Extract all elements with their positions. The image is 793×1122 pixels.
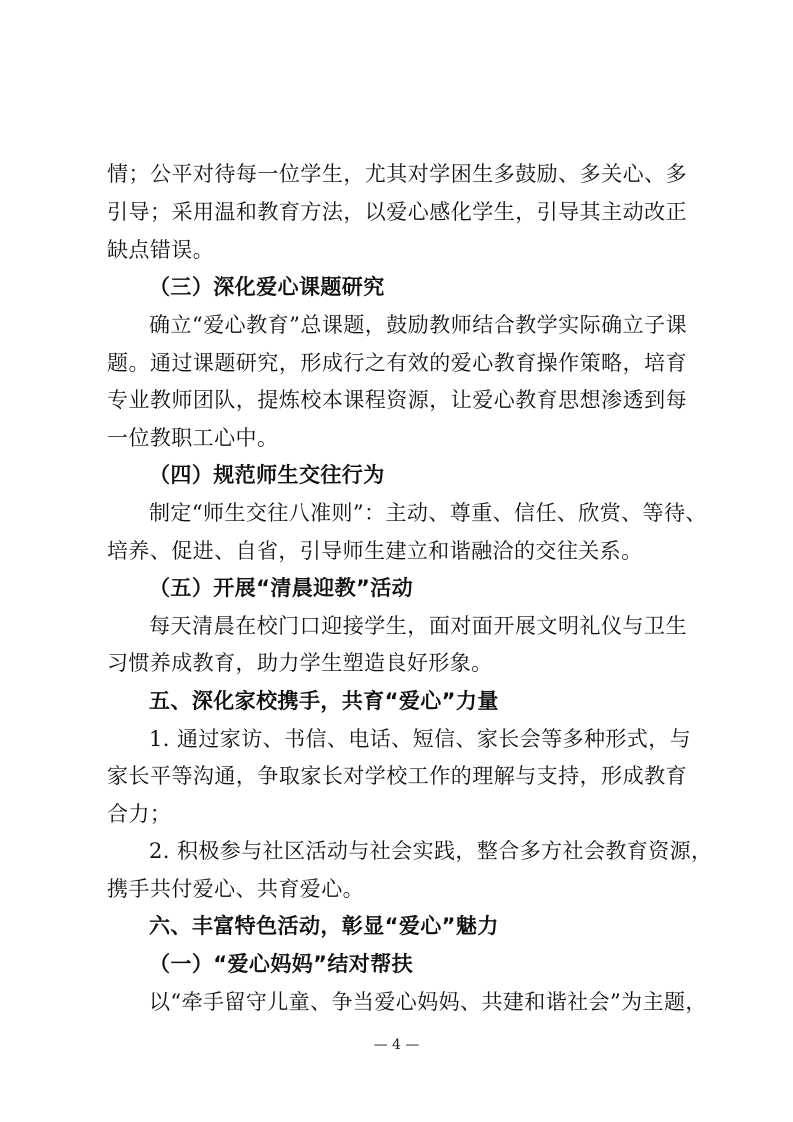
section-heading: （三）深化爱心课题研究 [149,275,385,299]
paragraph-line: 确立“爱心教育”总课题，鼓励教师结合教学实际确立子课 [149,313,687,337]
page-number: — 4 — [373,1037,420,1053]
list-item-line: 携手共付爱心、共育爱心。 [107,877,365,901]
paragraph-line: 引导；采用温和教育方法，以爱心感化学生，引导其主动改正 [107,200,687,224]
list-item-line: 2. 积极参与社区活动与社会实践，整合多方社会教育资源， [149,839,713,863]
paragraph-line: 一位教职工心中。 [107,426,279,450]
paragraph-line: 以“牵手留守儿童、争当爱心妈妈、共建和谐社会”为主题， [149,990,707,1014]
paragraph-line: 每天清晨在校门口迎接学生，面对面开展文明礼仪与卫生 [149,614,687,638]
paragraph-line: 缺点错误。 [107,238,215,262]
paragraph-line: 制定“师生交往八准则”：主动、尊重、信任、欣赏、等待、 [149,501,707,525]
paragraph-line: 培养、促进、自省，引导师生建立和谐融洽的交往关系。 [107,539,643,563]
list-item-line: 合力； [107,802,172,826]
chapter-heading: 五、深化家校携手，共育“爱心”力量 [149,689,499,713]
paragraph-line: 题。通过课题研究，形成行之有效的爱心教育操作策略，培育 [107,351,687,375]
section-heading: （一）“爱心妈妈”结对帮扶 [149,952,414,976]
section-heading: （四）规范师生交往行为 [149,463,385,487]
section-heading: （五）开展“清晨迎教”活动 [149,576,414,600]
list-item-line: 家长平等沟通，争取家长对学校工作的理解与支持，形成教育 [107,764,687,788]
paragraph-line: 专业教师团队，提炼校本课程资源，让爱心教育思想渗透到每 [107,388,687,412]
paragraph-line: 习惯养成教育，助力学生塑造良好形象。 [107,651,493,675]
chapter-heading: 六、丰富特色活动，彰显“爱心”魅力 [149,914,499,938]
list-item-line: 1. 通过家访、书信、电话、短信、家长会等多种形式，与 [149,727,692,751]
paragraph-line: 情；公平对待每一位学生，尤其对学困生多鼓励、多关心、多 [107,162,687,186]
